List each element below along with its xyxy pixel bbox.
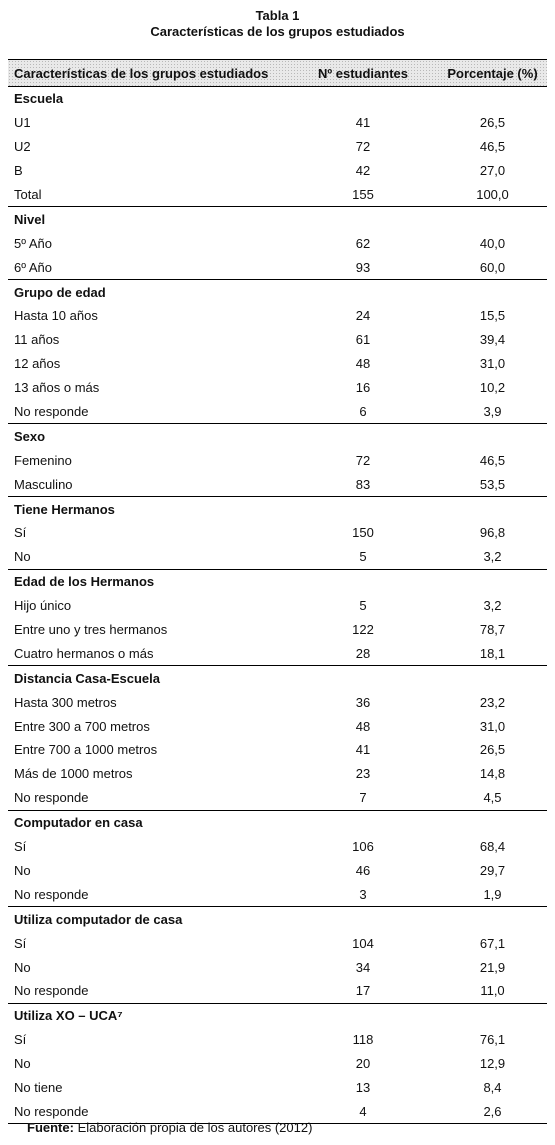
section-label: Nivel bbox=[14, 211, 46, 227]
section-header-row bbox=[8, 87, 547, 111]
row-count: 106 bbox=[352, 839, 374, 855]
row-label: 13 años o más bbox=[14, 380, 100, 396]
row-percentage: 27,0 bbox=[479, 163, 506, 179]
row-count: 72 bbox=[355, 139, 371, 155]
section-label: Sexo bbox=[14, 428, 46, 444]
row-count: 41 bbox=[355, 742, 371, 758]
row-label: No responde bbox=[14, 404, 89, 420]
row-label: No bbox=[14, 959, 31, 975]
section-header-row bbox=[8, 423, 547, 448]
row-label: 11 años bbox=[14, 332, 60, 348]
section-header-row bbox=[8, 569, 547, 594]
section-label: Grupo de edad bbox=[14, 284, 106, 300]
row-percentage: 4,5 bbox=[483, 790, 502, 806]
table-row bbox=[8, 231, 547, 255]
table-row bbox=[8, 618, 547, 642]
table-row bbox=[8, 641, 547, 665]
source-note bbox=[27, 1120, 312, 1135]
row-count: 34 bbox=[355, 959, 371, 975]
row-count: 41 bbox=[355, 115, 371, 131]
table-row bbox=[8, 255, 547, 279]
row-label: 6º Año bbox=[14, 259, 53, 275]
row-percentage: 46,5 bbox=[479, 139, 506, 155]
header-percentage: Porcentaje (%) bbox=[447, 65, 538, 81]
row-percentage: 26,5 bbox=[479, 742, 506, 758]
row-label: 12 años bbox=[14, 356, 61, 372]
row-percentage: 1,9 bbox=[483, 886, 502, 902]
row-label: Sí bbox=[14, 525, 27, 541]
section-label: Escuela bbox=[14, 91, 64, 107]
row-percentage: 100,0 bbox=[476, 187, 509, 202]
row-percentage: 96,8 bbox=[479, 525, 506, 541]
section-label: Tiene Hermanos bbox=[14, 501, 115, 517]
row-label: Sí bbox=[14, 1032, 27, 1048]
row-label: No bbox=[14, 862, 31, 878]
row-label: Hasta 10 años bbox=[14, 308, 98, 324]
row-count: 20 bbox=[355, 1056, 371, 1072]
table-header-row bbox=[8, 60, 547, 87]
row-percentage: 31,0 bbox=[479, 356, 506, 372]
table-caption bbox=[0, 0, 555, 40]
table-number: Tabla 1 bbox=[255, 8, 300, 23]
table-row bbox=[8, 762, 547, 786]
table-row bbox=[8, 545, 547, 569]
section-header-row bbox=[8, 810, 547, 835]
row-percentage: 26,5 bbox=[479, 115, 506, 131]
section-label: Utiliza computador de casa bbox=[14, 911, 183, 927]
row-count: 122 bbox=[352, 622, 374, 638]
row-count: 46 bbox=[355, 862, 371, 878]
row-percentage: 12,9 bbox=[479, 1056, 506, 1072]
row-percentage: 15,5 bbox=[479, 308, 506, 324]
row-percentage: 2,6 bbox=[483, 1103, 502, 1119]
row-percentage: 14,8 bbox=[479, 766, 506, 782]
row-percentage: 31,0 bbox=[479, 718, 506, 734]
row-count: 104 bbox=[352, 935, 374, 951]
section-label: Edad de los Hermanos bbox=[14, 574, 155, 590]
row-count: 28 bbox=[355, 645, 371, 661]
table-row bbox=[8, 448, 547, 472]
row-percentage: 29,7 bbox=[479, 862, 506, 878]
row-label: Sí bbox=[14, 935, 27, 951]
row-label: Hijo único bbox=[14, 598, 72, 614]
row-percentage: 8,4 bbox=[483, 1079, 502, 1095]
section-label: Utiliza XO – UCA⁷ bbox=[14, 1008, 123, 1024]
row-label: Entre 300 a 700 metros bbox=[14, 718, 150, 734]
header-student-count: Nº estudiantes bbox=[318, 65, 408, 81]
source-text: Elaboración propia de los autores (2012) bbox=[73, 1120, 313, 1135]
row-count: 155 bbox=[352, 187, 374, 202]
row-percentage: 3,2 bbox=[483, 598, 502, 614]
row-count: 17 bbox=[355, 983, 371, 999]
table-row bbox=[8, 352, 547, 376]
row-percentage: 3,2 bbox=[483, 549, 502, 565]
table-row bbox=[8, 882, 547, 906]
section-header-row bbox=[8, 906, 547, 931]
row-count: 5 bbox=[359, 598, 367, 614]
row-label: No bbox=[14, 549, 31, 565]
row-percentage: 60,0 bbox=[479, 259, 506, 275]
row-percentage: 3,9 bbox=[483, 404, 502, 420]
table-row bbox=[8, 159, 547, 183]
section-label: Distancia Casa-Escuela bbox=[14, 670, 160, 686]
table-row bbox=[8, 738, 547, 762]
row-count: 48 bbox=[355, 356, 371, 372]
row-count: 4 bbox=[359, 1103, 367, 1119]
source-label: Fuente: bbox=[27, 1120, 74, 1135]
table-row bbox=[8, 859, 547, 883]
section-header-row bbox=[8, 279, 547, 304]
table-row bbox=[8, 931, 547, 955]
row-label: Hasta 300 metros bbox=[14, 694, 117, 710]
row-label: Más de 1000 metros bbox=[14, 766, 133, 782]
row-label: Masculino bbox=[14, 476, 73, 492]
row-percentage: 39,4 bbox=[479, 332, 506, 348]
table-row bbox=[8, 594, 547, 618]
table-row bbox=[8, 714, 547, 738]
row-percentage: 78,7 bbox=[479, 622, 506, 638]
row-label: U2 bbox=[14, 139, 31, 155]
row-percentage: 68,4 bbox=[479, 839, 506, 855]
table-row bbox=[8, 472, 547, 496]
row-count: 118 bbox=[352, 1032, 374, 1048]
table-row bbox=[8, 183, 547, 207]
table-row bbox=[8, 304, 547, 328]
row-label: No responde bbox=[14, 790, 89, 806]
row-percentage: 10,2 bbox=[479, 380, 506, 396]
table-row bbox=[8, 835, 547, 859]
row-percentage: 23,2 bbox=[479, 694, 506, 710]
row-count: 61 bbox=[355, 332, 371, 348]
table-row bbox=[8, 521, 547, 545]
row-label: No responde bbox=[14, 886, 89, 902]
section-header-row bbox=[8, 665, 547, 690]
table-row bbox=[8, 1028, 547, 1052]
row-percentage: 46,5 bbox=[479, 452, 506, 468]
row-count: 83 bbox=[355, 476, 371, 492]
table-row bbox=[8, 400, 547, 424]
row-count: 48 bbox=[355, 718, 371, 734]
row-count: 150 bbox=[352, 525, 374, 541]
row-label: B bbox=[14, 163, 23, 179]
header-characteristics: Características de los grupos estudiados bbox=[14, 65, 269, 81]
row-label: Entre uno y tres hermanos bbox=[14, 622, 168, 638]
row-count: 5 bbox=[359, 549, 367, 565]
row-count: 42 bbox=[355, 163, 371, 179]
row-count: 6 bbox=[359, 404, 367, 420]
row-count: 36 bbox=[355, 694, 371, 710]
table-row bbox=[8, 955, 547, 979]
row-percentage: 40,0 bbox=[479, 235, 506, 251]
row-percentage: 11,0 bbox=[480, 983, 505, 999]
row-percentage: 18,1 bbox=[479, 645, 506, 661]
row-count: 3 bbox=[359, 886, 367, 902]
row-count: 16 bbox=[355, 380, 371, 396]
table-row bbox=[8, 111, 547, 135]
row-label: Cuatro hermanos o más bbox=[14, 645, 154, 661]
table-row bbox=[8, 376, 547, 400]
row-count: 62 bbox=[355, 235, 371, 251]
table-row bbox=[8, 328, 547, 352]
row-label: Sí bbox=[14, 839, 27, 855]
table-row bbox=[8, 979, 547, 1003]
section-header-row bbox=[8, 496, 547, 521]
row-label: U1 bbox=[14, 115, 31, 131]
row-count: 24 bbox=[355, 308, 371, 324]
table-row bbox=[8, 786, 547, 810]
table-body bbox=[8, 87, 547, 1123]
row-label: No bbox=[14, 1056, 31, 1072]
row-count: 7 bbox=[359, 790, 367, 806]
table-title: Características de los grupos estudiados bbox=[150, 24, 405, 39]
row-label: Total bbox=[14, 187, 42, 202]
table-row bbox=[8, 1052, 547, 1076]
row-percentage: 53,5 bbox=[479, 476, 506, 492]
row-label: Entre 700 a 1000 metros bbox=[14, 742, 158, 758]
row-label: No tiene bbox=[14, 1079, 63, 1095]
row-percentage: 21,9 bbox=[479, 959, 506, 975]
section-label: Computador en casa bbox=[14, 815, 143, 831]
table-row bbox=[8, 135, 547, 159]
table-row bbox=[8, 690, 547, 714]
row-label: Femenino bbox=[14, 452, 72, 468]
row-label: No responde bbox=[14, 1103, 89, 1119]
section-header-row bbox=[8, 206, 547, 231]
row-count: 13 bbox=[355, 1079, 371, 1095]
row-count: 72 bbox=[355, 452, 371, 468]
row-count: 23 bbox=[355, 766, 371, 782]
row-percentage: 67,1 bbox=[479, 935, 506, 951]
table-row bbox=[8, 1076, 547, 1100]
section-header-row bbox=[8, 1003, 547, 1028]
row-percentage: 76,1 bbox=[479, 1032, 506, 1048]
row-count: 93 bbox=[355, 259, 371, 275]
row-label: 5º Año bbox=[14, 235, 53, 251]
characteristics-table bbox=[8, 59, 547, 1124]
row-label: No responde bbox=[14, 983, 89, 999]
